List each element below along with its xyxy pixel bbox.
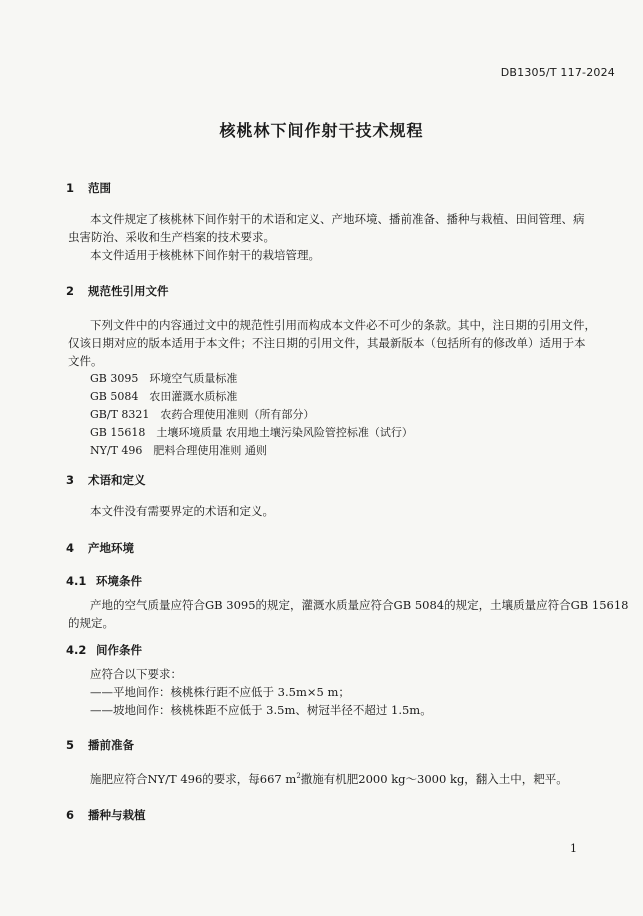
section-title: 范围 [88,181,111,195]
section-5-body [68,767,586,788]
section-title: 播前准备 [88,738,134,752]
paragraph-line: 文件。 [68,354,103,368]
subsection-4-2-heading [66,642,142,658]
section-6-heading [66,807,146,823]
document-number: DB1305/T 117-2024 [500,66,615,79]
text-run: 施肥应符合NY/T 496的要求，每667 m [90,771,297,786]
section-title: 间作条件 [96,643,142,657]
section-2-body [68,316,596,370]
reference-item: GB/T 8321 农药合理使用准则（所有部分） [90,408,315,421]
document-title: 核桃林下间作射干技术规程 [219,121,424,140]
section-title: 播种与栽植 [88,808,146,822]
subsection-4-2-body [68,665,586,719]
section-number: 4.1 [66,574,87,588]
section-2-heading [66,283,169,299]
paragraph-line [68,767,586,788]
list-dash-item: ——平地间作：核桃株行距不应低于 3.5m×5 m； [90,685,350,699]
section-1-heading [66,180,111,196]
paragraph-line: 下列文件中的内容通过文中的规范性引用而构成本文件必不可少的条款。其中，注日期的引用文件， [90,318,596,332]
paragraph-line: 本文件适用于核桃林下间作射干的栽培管理。 [90,248,320,262]
reference-item: GB 5084 农田灌溉水质标准 [90,390,238,403]
text-run: 撒施有机肥2000 kg～3000 kg，翻入土中，耙平。 [300,771,568,786]
section-title: 规范性引用文件 [88,284,169,298]
section-title: 术语和定义 [88,473,146,487]
section-number: 2 [66,284,75,298]
paragraph-line: 的规定。 [68,616,114,630]
reference-item: GB 3095 环境空气质量标准 [90,372,238,385]
normative-references-list [90,370,413,460]
section-number: 6 [66,808,75,822]
section-3-body [68,502,586,520]
section-number: 4.2 [66,643,87,657]
section-4-heading [66,540,134,556]
paragraph-line: 虫害防治、采收和生产档案的技术要求。 [68,230,275,244]
paragraph-line: 应符合以下要求： [90,667,182,681]
section-number: 1 [66,181,75,195]
paragraph-line: 产地的空气质量应符合GB 3095的规定，灌溉水质量应符合GB 5084的规定，土壤质量应符合GB 15618 [90,598,629,612]
subsection-4-1-heading [66,573,142,589]
subsection-4-1-body [68,596,629,632]
section-5-heading [66,737,134,753]
paragraph-line: 仅该日期对应的版本适用于本文件；不注日期的引用文件，其最新版本（包括所有的修改单）适用于本 [68,336,586,350]
list-dash-item: ——坡地间作：核桃株距不应低于 3.5m、树冠半径不超过 1.5m。 [90,703,432,717]
section-number: 5 [66,738,75,752]
section-3-heading [66,472,146,488]
superscript: 2 [296,772,301,780]
section-title: 产地环境 [88,541,134,555]
paragraph-line: 本文件规定了核桃林下间作射干的术语和定义、产地环境、播前准备、播种与栽植、田间管理、病 [90,212,585,226]
paragraph-line: 本文件没有需要界定的术语和定义。 [90,504,274,518]
section-number: 4 [66,541,75,555]
section-title: 环境条件 [96,574,142,588]
page-number: 1 [570,842,577,855]
reference-item: GB 15618 土壤环境质量 农用地土壤污染风险管控标准（试行） [90,426,413,439]
section-1-body [68,210,586,264]
section-number: 3 [66,473,75,487]
reference-item: NY/T 496 肥料合理使用准则 通则 [90,444,267,457]
